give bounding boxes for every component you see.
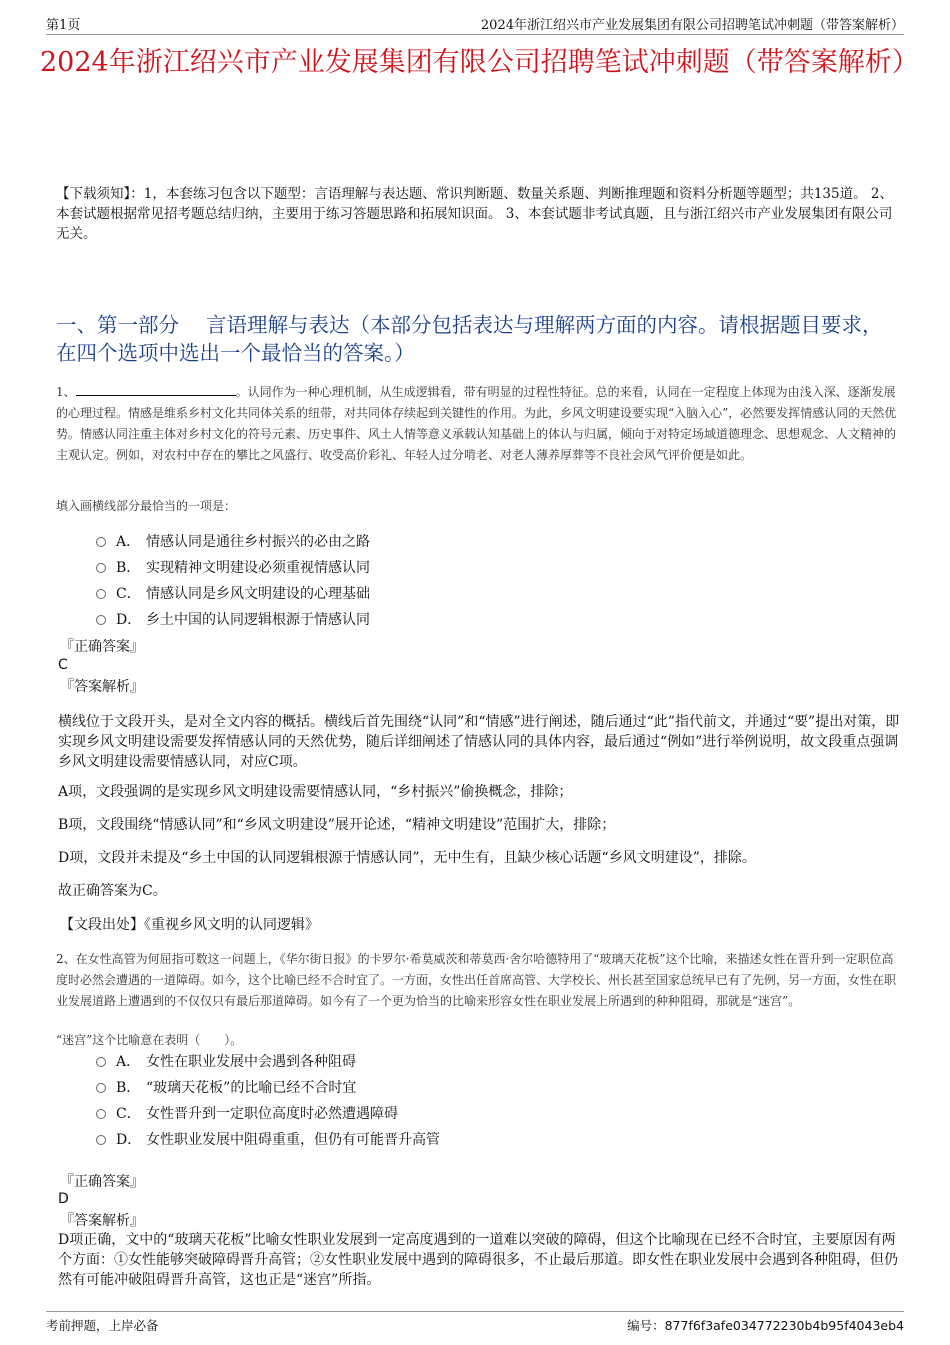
radio-icon[interactable] — [96, 589, 106, 599]
option-d[interactable]: D． 女性职业发展中阻碍重重，但仍有可能晋升高管 — [96, 1127, 440, 1153]
radio-icon[interactable] — [96, 1109, 106, 1119]
header-doc-title: 2024年浙江绍兴市产业发展集团有限公司招聘笔试冲刺题（带答案解析） — [480, 18, 904, 33]
fill-blank-line — [76, 383, 236, 396]
option-a[interactable]: A． 女性在职业发展中会遇到各种阻碍 — [96, 1049, 440, 1075]
analysis-label: 『答案解析』 — [60, 1213, 144, 1229]
correct-answer: D — [58, 1191, 69, 1207]
option-b[interactable]: B． “玻璃天花板”的比喻已经不合时宜 — [96, 1075, 440, 1101]
section-heading: 一、第一部分 言语理解与表达（本部分包括表达与理解两方面的内容。请根据题目要求，在四个选项中选出一个最恰当的答案。） — [56, 313, 883, 365]
question-2-passage: 2、在女性高管为何屈指可数这一问题上，《华尔街日报》的卡罗尔·希莫威茨和蒂莫西·舍尔哈德特用了“玻璃天花板”这个比喻，来描述女性在晋升到一定职位高度时必然会遭遇的一道障碍。如今，这个比喻已经不合时宜了。一方面，女性出任首席高管、大学校长、州长甚至国家总统早已有了先例，另一方面，女性在职业发展道路上遭遇到的不仅仅只有最后那道障碍。如今有了一个更为恰当的比喻来形容女性在职业发展上所遇到的种种阻碍，那就是“迷宫”。 — [56, 952, 897, 1008]
correct-answer-label: 『正确答案』 — [60, 639, 144, 655]
option-d[interactable]: D． 乡土中国的认同逻辑根源于情感认同 — [96, 607, 370, 633]
radio-icon[interactable] — [96, 615, 106, 625]
option-c[interactable]: C． 情感认同是乡风文明建设的心理基础 — [96, 581, 370, 607]
passage-source: 【文段出处】《重视乡风文明的认同逻辑》 — [60, 917, 319, 933]
radio-icon[interactable] — [96, 563, 106, 573]
download-notice: 【下载须知】：1，本套练习包含以下题型：言语理解与表达题、常识判断题、数量关系题、判断推理题和资料分析题等题型；共135道。 2、本套试题根据常见招考题总结归纳，主要用于练习答题思路和拓展知识面。 3、本套试题非考试真题，且与浙江绍兴市产业发展集团有限公司无关。 — [56, 186, 893, 242]
analysis-conclusion: 故正确答案为C。 — [58, 883, 167, 899]
option-b[interactable]: B． 实现精神文明建设必须重视情感认同 — [96, 555, 370, 581]
option-c[interactable]: C． 女性晋升到一定职位高度时必然遭遇障碍 — [96, 1101, 440, 1127]
page-title: 2024年浙江绍兴市产业发展集团有限公司招聘笔试冲刺题（带答案解析） — [40, 47, 919, 78]
radio-icon[interactable] — [96, 1057, 106, 1067]
radio-icon[interactable] — [96, 1135, 106, 1145]
analysis-paragraph: B项，文段围绕“情感认同”和“乡风文明建设”展开论述，“精神文明建设”范围扩大，排除； — [58, 817, 616, 833]
question-1-passage — [56, 382, 898, 466]
passage-text: 。认同作为一种心理机制，从生成逻辑看，带有明显的过程性特征。总的来看，认同在一定程度上体现为由浅入深、逐渐发展的心理过程。情感是维系乡村文化共同体关系的纽带，对共同体存续起到关键性的作用。为此，乡风文明建设要实现“入脑入心”，必然要发挥情感认同的天然优势。情感认同注重主体对乡村文化的符号元素、历史事件、风土人情等意义承载认知基础上的体认与归属，倾向于对特定场域道德理念、思想观念、人文精神的主观认定。例如，对农村中存在的攀比之风盛行、收受高价彩礼、年轻人过分啃老、对老人薄养厚葬等不良社会风气评价便是如此。 — [56, 385, 897, 462]
analysis-paragraph: A项，文段强调的是实现乡风文明建设需要情感认同，“乡村振兴”偷换概念，排除； — [58, 784, 573, 800]
correct-answer: C — [58, 657, 68, 673]
footer-code: 编号：877f6f3afe034772230b4b95f4043eb4 — [627, 1318, 904, 1333]
page-footer — [46, 1311, 904, 1336]
question-2-options — [96, 1049, 440, 1153]
page-header — [46, 14, 904, 35]
radio-icon[interactable] — [96, 537, 106, 547]
analysis-paragraph: 横线位于文段开头，是对全文内容的概括。横线后首先围绕“认同”和“情感”进行阐述，随后通过“此”指代前文，并通过“要”提出对策，即实现乡风文明建设需要发挥情感认同的天然优势，随后详细阐述了情感认同的具体内容，最后通过“例如”进行举例说明，故文段重点强调乡风文明建设需要情感认同，对应C项。 — [58, 714, 900, 770]
question-1-options — [96, 529, 370, 633]
question-number: 1、 — [56, 385, 76, 399]
radio-icon[interactable] — [96, 1083, 106, 1093]
option-a[interactable]: A． 情感认同是通往乡村振兴的必由之路 — [96, 529, 370, 555]
correct-answer-label: 『正确答案』 — [60, 1174, 144, 1190]
footer-slogan: 考前押题，上岸必备 — [46, 1318, 159, 1333]
analysis-label: 『答案解析』 — [60, 679, 144, 695]
analysis-paragraph: D项，文段并未提及“乡土中国的认同逻辑根源于情感认同”，无中生有，且缺少核心话题“乡风文明建设”，排除。 — [58, 850, 756, 866]
analysis-paragraph: D项正确，文中的“玻璃天花板”比喻女性职业发展到一定高度遇到的一道难以突破的障碍，但这个比喻现在已经不合时宜，主要原因有两个方面：①女性能够突破障碍晋升高管；②女性职业发展中遇到的障碍很多，不止最后那道。即女性在职业发展中会遇到各种阻碍，但仍然有可能冲破阻碍晋升高管，这也正是“迷宫”所指。 — [58, 1232, 898, 1288]
page-number: 第1页 — [46, 18, 81, 33]
question-2-prompt: “迷宫”这个比喻意在表明（ ）。 — [56, 1033, 243, 1047]
question-1-prompt: 填入画横线部分最恰当的一项是： — [56, 499, 237, 513]
